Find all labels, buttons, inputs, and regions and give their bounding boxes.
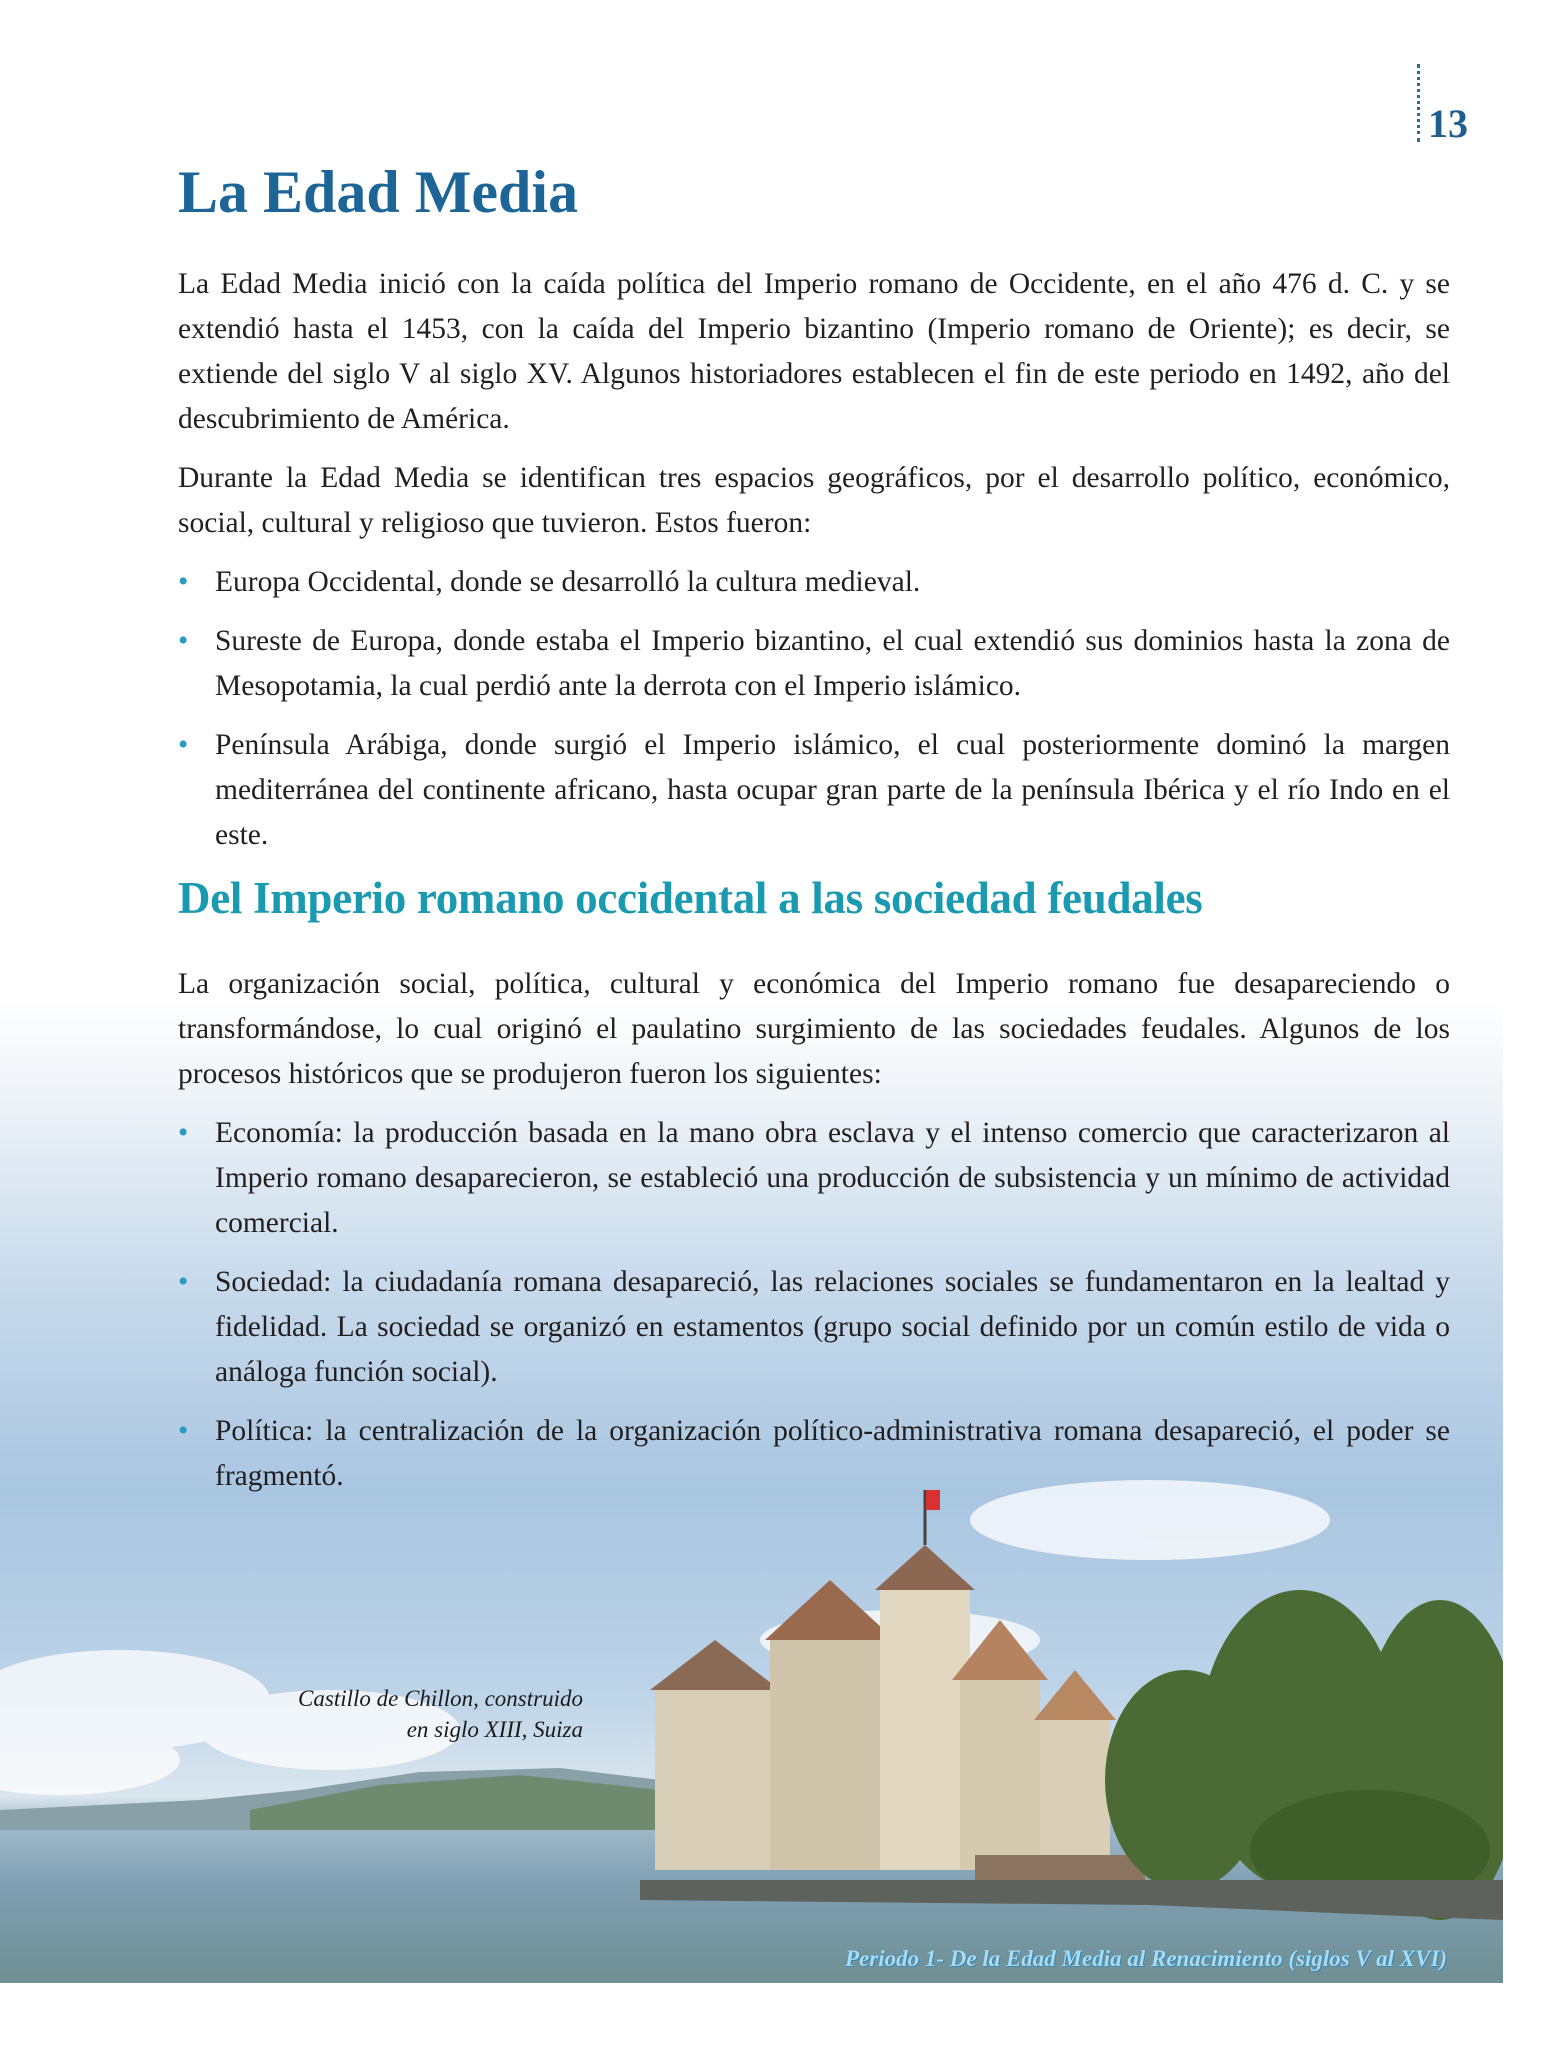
page-title: La Edad Media (178, 159, 579, 225)
list-item (178, 619, 1450, 709)
bullet-icon: • (178, 566, 189, 598)
list-item-text: Europa Occidental, donde se desarrolló la cultura medieval. (215, 566, 921, 598)
intro-section (178, 262, 1450, 872)
list-item (178, 1111, 1450, 1246)
list-item-text: Península Arábiga, donde surgió el Imperio islámico, el cual posteriormente dominó la margen mediterránea del continente africano, hasta ocupar gran parte de la península Ibérica y el río Indo en el este. (215, 729, 1450, 851)
caption-line: Castillo de Chillon, construido (298, 1686, 583, 1711)
rocky-shore (640, 1880, 1503, 1920)
bullet-icon: • (178, 1117, 189, 1149)
list-item-text: Economía: la producción basada en la mano obra esclava y el intenso comercio que caracterizaron al Imperio romano desaparecieron, se estableció una producción de subsistencia y un mínimo de actividad comercial. (215, 1117, 1450, 1239)
regions-list (178, 560, 1450, 858)
page-number-divider (1417, 64, 1420, 142)
bullet-icon: • (178, 625, 189, 657)
section-paragraph: La organización social, política, cultural y económica del Imperio romano fue desapareciendo o transformándose, lo cual originó el paulatino surgimiento de las sociedades feudales. Algunos de los procesos históricos que se produjeron fueron los siguientes: (178, 968, 1450, 1090)
list-item (178, 1260, 1450, 1395)
bullet-icon: • (178, 729, 189, 761)
photo-caption (260, 1683, 583, 1745)
list-item-text: Sociedad: la ciudadanía romana desapareció, las relaciones sociales se fundamentaron en la lealtad y fidelidad. La sociedad se organizó en estamentos (grupo social definido por un común estilo de vida o análoga función social). (215, 1266, 1450, 1388)
running-footer: Periodo 1- De la Edad Media al Renacimiento (siglos V al XVI) (845, 1946, 1448, 1971)
processes-list (178, 1111, 1450, 1499)
list-item-text: Sureste de Europa, donde estaba el Imperio bizantino, el cual extendió sus dominios hasta la zona de Mesopotamia, la cual perdió ante la derrota con el Imperio islámico. (215, 625, 1450, 702)
caption-line: en siglo XIII, Suiza (406, 1717, 583, 1742)
feudal-section (178, 962, 1450, 1513)
bullet-icon: • (178, 1415, 189, 1447)
section-heading: Del Imperio romano occidental a las sociedad feudales (178, 873, 1203, 923)
page-number: 13 (1428, 101, 1468, 146)
trees (1105, 1590, 1503, 1920)
list-item-text: Política: la centralización de la organización político-administrativa romana desapareció, el poder se fragmentó. (215, 1415, 1450, 1492)
bullet-icon: • (178, 1266, 189, 1298)
list-item (178, 1409, 1450, 1499)
intro-paragraph: Durante la Edad Media se identifican tres espacios geográficos, por el desarrollo político, económico, social, cultural y religioso que tuvieron. Estos fueron: (178, 462, 1450, 539)
list-item (178, 723, 1450, 858)
intro-paragraph: La Edad Media inició con la caída política del Imperio romano de Occidente, en el año 476 d. C. y se extendió hasta el 1453, con la caída del Imperio bizantino (Imperio romano de Oriente); es decir, se extiende del siglo V al siglo XV. Algunos historiadores establecen el fin de este periodo en 1492, año del descubrimiento de América. (178, 268, 1450, 435)
list-item (178, 560, 1450, 605)
